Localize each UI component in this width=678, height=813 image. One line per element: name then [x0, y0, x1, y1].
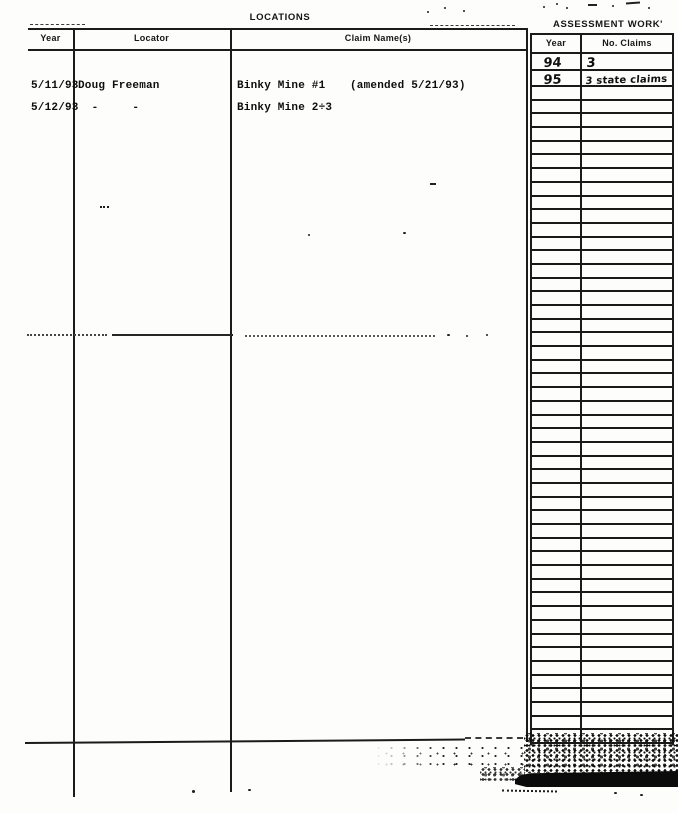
assessment-row — [532, 648, 672, 662]
entry-claim-note: (amended 5/21/93) — [350, 80, 466, 92]
assessment-year-cell — [532, 142, 582, 154]
assessment-year-cell — [532, 470, 582, 482]
locations-title: LOCATIONS — [249, 12, 311, 23]
assessment-no-claims-cell — [582, 525, 672, 537]
assessment-row — [532, 279, 672, 293]
assessment-year-cell — [532, 648, 582, 660]
assessment-no-claims-cell — [582, 333, 672, 345]
assessment-year-cell — [532, 320, 582, 332]
assessment-row — [532, 593, 672, 607]
assessment-year-cell — [532, 566, 582, 578]
scan-noise — [372, 744, 524, 768]
assessment-year-cell — [532, 155, 582, 167]
assessment-year-cell — [532, 101, 582, 113]
assessment-row — [532, 333, 672, 347]
scan-speck — [502, 790, 557, 793]
assessment-work-table — [530, 33, 674, 745]
assessment-no-claims-cell — [582, 717, 672, 729]
assessment-row — [532, 525, 672, 539]
scan-speck — [463, 10, 465, 12]
assessment-row — [532, 621, 672, 635]
assessment-row — [532, 183, 672, 197]
assessment-no-claims-cell — [582, 580, 672, 592]
assessment-row — [532, 224, 672, 238]
entry-year: 5/12/93 — [31, 102, 79, 114]
scan-speck — [648, 7, 650, 9]
assessment-no-claims-cell — [582, 155, 672, 167]
scan-speck — [403, 232, 406, 234]
assessment-no-claims-cell — [582, 210, 672, 222]
assessment-no-claims-cell — [582, 87, 672, 99]
assessment-row — [532, 71, 672, 88]
locations-bottom-rule-broken — [465, 737, 523, 739]
assessment-no-claims-cell — [582, 676, 672, 688]
assessment-rows — [532, 54, 672, 744]
scan-speck — [447, 334, 450, 336]
assessment-year-cell — [532, 580, 582, 592]
assessment-no-claims-cell — [582, 197, 672, 209]
entry-locator: - - — [78, 102, 140, 114]
assessment-no-claims-cell — [582, 429, 672, 441]
assessment-year-cell — [532, 525, 582, 537]
scan-speck — [486, 334, 488, 336]
assessment-row — [532, 676, 672, 690]
entry-claim-name: Binky Mine 2÷3 — [237, 102, 333, 114]
assessment-year-cell — [532, 169, 582, 181]
assessment-row — [532, 265, 672, 279]
assessment-row — [532, 169, 672, 183]
assessment-row — [532, 251, 672, 265]
assessment-row — [532, 128, 672, 142]
assessment-no-claims-cell — [582, 593, 672, 605]
locations-table-right-rule — [526, 28, 528, 742]
assessment-no-claims-cell — [582, 169, 672, 181]
assessment-no-claims-cell — [582, 689, 672, 701]
assessment-row — [532, 54, 672, 71]
assessment-year-cell — [532, 87, 582, 99]
assessment-row — [532, 197, 672, 211]
handwritten-year: 95 — [543, 72, 563, 88]
scan-speck — [566, 7, 568, 9]
scan-speck — [626, 2, 640, 5]
assessment-year-cell — [532, 676, 582, 688]
scan-speck — [640, 794, 643, 796]
column-header-year: Year — [40, 33, 61, 43]
assessment-no-claims-cell — [582, 101, 672, 113]
assessment-row — [532, 210, 672, 224]
assessment-row — [532, 539, 672, 553]
assessment-year-cell — [532, 607, 582, 619]
assessment-no-claims-cell — [582, 279, 672, 291]
assessment-year-cell — [532, 292, 582, 304]
assessment-year-cell — [532, 457, 582, 469]
assessment-year-cell — [532, 388, 582, 400]
assessment-year-cell — [532, 703, 582, 715]
scan-speck — [30, 24, 85, 25]
scan-speck — [430, 25, 515, 26]
assessment-row — [532, 552, 672, 566]
handwritten-claim-count: 3 state claims — [585, 73, 668, 87]
assessment-row — [532, 443, 672, 457]
assessment-no-claims-cell — [582, 662, 672, 674]
entry-year: 5/11/93 — [31, 80, 79, 92]
assessment-row — [532, 142, 672, 156]
scan-speck — [612, 5, 614, 7]
assessment-no-claims-cell — [582, 416, 672, 428]
assessment-no-claims-cell — [582, 374, 672, 386]
assessment-year-cell — [532, 306, 582, 318]
assessment-year-cell — [532, 128, 582, 140]
entry-locator: Doug Freeman — [78, 80, 160, 92]
assessment-year-cell — [532, 114, 582, 126]
assessment-column-header-year: Year — [532, 35, 582, 52]
scan-speck — [100, 206, 109, 208]
assessment-row — [532, 498, 672, 512]
assessment-no-claims-cell — [582, 114, 672, 126]
assessment-row — [532, 114, 672, 128]
assessment-row — [532, 484, 672, 498]
assessment-row — [532, 717, 672, 731]
assessment-year-cell — [532, 54, 582, 69]
assessment-row — [532, 402, 672, 416]
scan-speck — [308, 234, 310, 236]
assessment-no-claims-cell — [582, 265, 672, 277]
assessment-row — [532, 470, 672, 484]
assessment-row — [532, 87, 672, 101]
assessment-row — [532, 580, 672, 594]
assessment-no-claims-cell — [582, 457, 672, 469]
assessment-year-cell — [532, 333, 582, 345]
assessment-column-header-no-claims: No. Claims — [602, 38, 652, 48]
assessment-row — [532, 566, 672, 580]
assessment-row — [532, 347, 672, 361]
column-header-locator: Locator — [133, 33, 170, 43]
scan-speck — [430, 183, 436, 185]
assessment-year-cell — [532, 662, 582, 674]
assessment-row — [532, 361, 672, 375]
assessment-no-claims-cell — [582, 402, 672, 414]
assessment-year-cell — [532, 635, 582, 647]
assessment-no-claims-cell — [582, 292, 672, 304]
assessment-no-claims-cell — [582, 320, 672, 332]
assessment-row — [532, 607, 672, 621]
assessment-no-claims-cell — [582, 703, 672, 715]
assessment-no-claims-cell — [582, 539, 672, 551]
year-locator-divider-rule — [73, 28, 75, 797]
assessment-no-claims-cell — [582, 347, 672, 359]
scan-speck — [588, 4, 597, 6]
assessment-row — [532, 238, 672, 252]
assessment-row — [532, 101, 672, 115]
assessment-no-claims-cell — [582, 388, 672, 400]
assessment-year-cell — [532, 621, 582, 633]
assessment-no-claims-cell — [582, 128, 672, 140]
assessment-year-cell — [532, 717, 582, 729]
handwritten-claim-count: 3 — [586, 55, 596, 71]
assessment-work-title: ASSESSMENT WORK' — [553, 19, 664, 30]
assessment-year-cell — [532, 71, 582, 86]
assessment-year-cell — [532, 443, 582, 455]
assessment-row — [532, 689, 672, 703]
assessment-row — [532, 388, 672, 402]
assessment-no-claims-cell — [582, 443, 672, 455]
assessment-year-cell — [532, 279, 582, 291]
assessment-row — [532, 374, 672, 388]
assessment-no-claims-cell — [582, 621, 672, 633]
scan-speck — [556, 3, 558, 5]
assessment-row — [532, 155, 672, 169]
assessment-no-claims-cell — [582, 648, 672, 660]
erased-dashed-rule — [112, 334, 233, 336]
scan-speck — [427, 11, 429, 13]
locations-header-bottom-rule — [28, 49, 526, 51]
assessment-year-cell — [532, 429, 582, 441]
assessment-year-cell — [532, 498, 582, 510]
assessment-year-cell — [532, 539, 582, 551]
entry-claim-name: Binky Mine #1 — [237, 80, 326, 92]
assessment-year-cell — [532, 197, 582, 209]
assessment-year-cell — [532, 593, 582, 605]
assessment-no-claims-cell — [582, 552, 672, 564]
scan-speck — [192, 790, 195, 793]
erased-dashed-rule — [245, 335, 435, 337]
assessment-year-cell — [532, 484, 582, 496]
scan-speck — [444, 7, 446, 9]
assessment-no-claims-cell — [582, 511, 672, 523]
assessment-row — [532, 416, 672, 430]
scan-black-bar — [515, 771, 678, 787]
assessment-year-cell — [532, 224, 582, 236]
assessment-row — [532, 320, 672, 334]
assessment-year-cell — [532, 265, 582, 277]
assessment-year-cell — [532, 251, 582, 263]
assessment-row — [532, 292, 672, 306]
assessment-year-cell — [532, 689, 582, 701]
scan-speck — [248, 789, 251, 791]
assessment-no-claims-cell — [582, 142, 672, 154]
assessment-year-cell — [532, 374, 582, 386]
assessment-no-claims-cell — [582, 71, 672, 86]
assessment-row — [532, 703, 672, 717]
assessment-row — [532, 635, 672, 649]
assessment-no-claims-cell — [582, 484, 672, 496]
assessment-no-claims-cell — [582, 470, 672, 482]
assessment-year-cell — [532, 361, 582, 373]
assessment-year-cell — [532, 210, 582, 222]
assessment-no-claims-cell — [582, 306, 672, 318]
assessment-year-cell — [532, 347, 582, 359]
assessment-no-claims-cell — [582, 361, 672, 373]
assessment-year-cell — [532, 416, 582, 428]
handwritten-year: 94 — [543, 55, 563, 71]
assessment-no-claims-cell — [582, 566, 672, 578]
assessment-row — [532, 511, 672, 525]
assessment-no-claims-cell — [582, 238, 672, 250]
column-header-claim-names: Claim Name(s) — [344, 33, 412, 43]
locations-table-top-rule — [28, 28, 526, 30]
assessment-row — [532, 429, 672, 443]
assessment-row — [532, 306, 672, 320]
assessment-year-cell — [532, 402, 582, 414]
scan-speck — [543, 6, 545, 8]
scan-noise — [524, 733, 678, 773]
assessment-no-claims-cell — [582, 224, 672, 236]
assessment-year-cell — [532, 511, 582, 523]
assessment-no-claims-cell — [582, 183, 672, 195]
assessment-no-claims-cell — [582, 54, 672, 69]
assessment-row — [532, 457, 672, 471]
assessment-no-claims-cell — [582, 635, 672, 647]
assessment-header-row — [532, 35, 672, 54]
scan-speck — [614, 792, 617, 794]
assessment-no-claims-cell — [582, 251, 672, 263]
assessment-no-claims-cell — [582, 607, 672, 619]
assessment-year-cell — [532, 552, 582, 564]
assessment-year-cell — [532, 183, 582, 195]
assessment-year-cell — [532, 238, 582, 250]
locator-claims-divider-rule — [230, 28, 232, 792]
scan-speck — [466, 335, 468, 337]
erased-dashed-rule — [27, 334, 107, 336]
assessment-no-claims-cell — [582, 498, 672, 510]
assessment-row — [532, 662, 672, 676]
